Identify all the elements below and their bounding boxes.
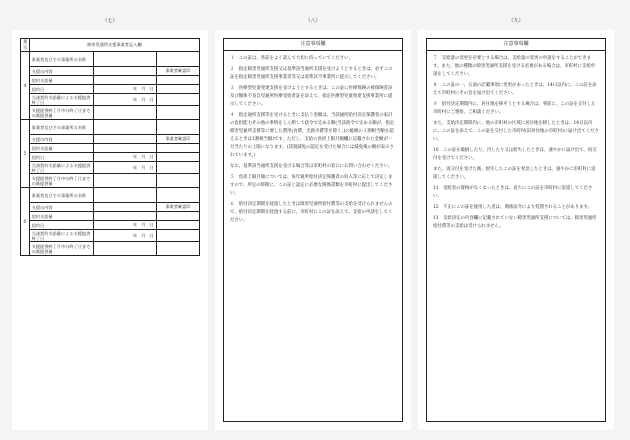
field-label-provider: 事業者及びその事業所の名称 — [29, 188, 94, 203]
register-row — [21, 221, 200, 230]
note-item: なお、基準該当通所支援を受ける場合等は市町村の窓口にお問い合わせください。 — [230, 164, 393, 169]
field-label-contract_date: 契約日 — [29, 85, 94, 94]
register-row — [21, 76, 200, 85]
register-row — [21, 162, 200, 174]
notes-page-2 — [418, 18, 614, 430]
note-item: ２ 指定障害児通所支援又は基準該当通所支援を受けようとするときは、必ずこの証を指定障害児通所支援事業者等又は基準該当事業所に提示してください。 — [230, 67, 393, 80]
confirm-stamp-cell[interactable] — [156, 120, 199, 135]
note-item: １ この証は、各前をよく読んで大切に持っていてください。 — [230, 56, 353, 61]
field-label-content: 支援の内容 — [29, 67, 94, 76]
field-label-content: 支援の内容 — [29, 203, 94, 212]
register-page — [12, 18, 208, 430]
notes-title: 注意事項欄 — [427, 39, 605, 51]
note-item: ６ 給付決定期間を経過したときは障害児通所給付費等の支給を受けられませんので、給付決定期間を経過する前に、市町村にこの証を添えて、支給の申請をしてください。 — [230, 202, 393, 223]
page-number: （八） — [305, 18, 321, 24]
register-title: 障害児通所支援事業者記入欄 — [29, 39, 199, 52]
date-field[interactable]: 年 月 日 — [94, 85, 157, 94]
field-value[interactable] — [94, 212, 157, 221]
field-label-remaining: 支援提供終了月中の終了日までの既提供量 — [29, 174, 94, 188]
register-row — [21, 52, 200, 67]
note-item: 12 不正にこの証を使用した者は、関係法令により処罰されることがあります。 — [433, 205, 592, 210]
register-row — [21, 230, 200, 242]
field-label-content: 支援の内容 — [29, 135, 94, 144]
register-row — [21, 144, 200, 153]
note-item: ５ 負担上限月額については、毎年通所給付決定保護者の収入等に応じて決定しますので、所定の時期に、この証と認定に必要な関係書類を市町村に提出してください。 — [230, 175, 393, 196]
note-item: また、再交付を受けた後、紛失したこの証を発見したときは、速やかに市町村に返還してください。 — [433, 167, 596, 180]
date-field[interactable]: 年 月 日 — [94, 94, 157, 106]
note-item: ３ 医療型児童発達支援を受けようとするときは、この証に医療保険の被保険者証及び額体不良自児通所医療受給者証を添えて、指定医療型児童発達支援事業所に提示してください。 — [230, 86, 393, 107]
register-row — [21, 203, 200, 212]
confirm-stamp-cell[interactable] — [156, 174, 199, 188]
register-row — [21, 212, 200, 221]
confirm-stamp-cell[interactable] — [156, 242, 199, 256]
confirm-stamp-label: 事業者確認印 — [156, 203, 199, 212]
confirm-stamp-cell[interactable] — [156, 230, 199, 242]
register-row — [21, 188, 200, 203]
field-value[interactable] — [94, 67, 157, 76]
register-row — [21, 106, 200, 120]
field-label-provider: 事業者及びその事業所の名称 — [29, 120, 94, 135]
notes-box — [223, 38, 403, 422]
notes-body — [427, 51, 605, 238]
field-label-amount: 契約支給量 — [29, 212, 94, 221]
confirm-stamp-cell[interactable] — [156, 94, 199, 106]
field-value[interactable] — [94, 76, 157, 85]
register-row — [21, 85, 200, 94]
page-number: （七） — [102, 18, 118, 24]
confirm-stamp-cell[interactable] — [156, 188, 199, 203]
note-item: ７ 支給量の変更を必要とする場合は、支給量の変更の申請をすることができます。また、他の種類の障害児通所支援を受ける必要がある場合は、市町村に支給申請をしてください。 — [433, 56, 596, 77]
note-item: ９ 給付決定期間内に、居住地を移そうとする場合は、事前に、この証を交付した市町村にご連絡、ご相談ください。 — [433, 102, 596, 115]
field-value[interactable] — [94, 52, 157, 67]
field-label-contract_change: 当該契約支給量による支援提供終了日 — [29, 230, 94, 242]
register-row — [21, 242, 200, 256]
field-label-amount: 契約支給量 — [29, 76, 94, 85]
page-number: （九） — [508, 18, 524, 24]
note-item: ８ この証の一、五面の記載事項に変更があったときは、14日以内に、この証を添えて市町村にその旨を届け出てください。 — [433, 83, 597, 96]
field-value[interactable] — [94, 174, 157, 188]
confirm-stamp-label: 事業者確認印 — [156, 135, 199, 144]
notes-title: 注意事項欄 — [224, 39, 402, 51]
confirm-stamp-cell[interactable] — [156, 162, 199, 174]
confirm-stamp-cell[interactable] — [156, 153, 199, 162]
note-item: ４ 指定通所支援等を受けるときに支払う金額は、当該通所給付決定保護者の家計の負担能力その他の事情をしん酌して政令で定める額(当該政令で定める額が、指定障害児通所支援等に要した費用(食費、光熱水費等を除く。)の総額の１割相当額を超えるときは1割相当額)です。ただし、支給の負担上限月額欄に記載された金額が一月当たりの上限になります。(該置減免の認定を受けた場合には減免後の額が表示されています。) — [230, 113, 395, 158]
date-field[interactable]: 年 月 日 — [94, 153, 157, 162]
confirm-stamp-cell[interactable] — [156, 144, 199, 153]
field-value[interactable] — [94, 135, 157, 144]
register-row — [21, 153, 200, 162]
block-number: 4 — [21, 52, 30, 120]
note-item: 10 この証を破損したり、汚したり又は紛失したときは、速やかに届け出て、再交付を受けてください。 — [433, 148, 597, 161]
field-label-contract_date: 契約日 — [29, 221, 94, 230]
field-label-provider: 事業者及びその事業所の名称 — [29, 52, 94, 67]
confirm-stamp-cell[interactable] — [156, 221, 199, 230]
notes-body — [224, 51, 402, 232]
date-field[interactable]: 年 月 日 — [94, 162, 157, 174]
field-value[interactable] — [94, 120, 157, 135]
field-label-contract_change: 当該契約支給量による支援提供終了日 — [29, 94, 94, 106]
note-item: 13 支給決定の内容欄に記載されていない障害児通所支援については、障害児通所給付費等の支給は受けられません。 — [433, 216, 597, 229]
field-value[interactable] — [94, 144, 157, 153]
field-value[interactable] — [94, 106, 157, 120]
confirm-stamp-cell[interactable] — [156, 52, 199, 67]
field-label-remaining: 支援提供終了月中の終了日までの既提供量 — [29, 106, 94, 120]
note-item: また、支給決定期間内に、他の市町村の区域に居住地を移したときは、14日以内に、この証を添えて、この証を交付した市町村(旧居住地の市町村)に届け出てください。 — [433, 121, 599, 142]
notes-box — [426, 38, 606, 422]
register-row — [21, 94, 200, 106]
block-number: 6 — [21, 188, 30, 256]
field-label-contract_date: 契約日 — [29, 153, 94, 162]
confirm-stamp-cell[interactable] — [156, 212, 199, 221]
confirm-stamp-cell[interactable] — [156, 106, 199, 120]
confirm-stamp-label: 事業者確認印 — [156, 67, 199, 76]
field-value[interactable] — [94, 188, 157, 203]
number-header: 番号 — [21, 39, 30, 52]
register-row — [21, 135, 200, 144]
field-label-amount: 契約支給量 — [29, 144, 94, 153]
date-field[interactable]: 年 月 日 — [94, 221, 157, 230]
notes-page-1 — [215, 18, 411, 430]
date-field[interactable]: 年 月 日 — [94, 230, 157, 242]
field-label-contract_change: 当該契約支給量による支援提供終了日 — [29, 162, 94, 174]
field-value[interactable] — [94, 203, 157, 212]
register-row — [21, 67, 200, 76]
confirm-stamp-cell[interactable] — [156, 76, 199, 85]
field-label-remaining: 支援提供終了月中の終了日までの既提供量 — [29, 242, 94, 256]
register-row — [21, 174, 200, 188]
block-number: 5 — [21, 120, 30, 188]
field-value[interactable] — [94, 242, 157, 256]
note-item: 11 受給者の資格がなくなったときは、直ちにこの証を市町村に返還してください。 — [433, 186, 593, 199]
register-row — [21, 120, 200, 135]
provider-register-table — [20, 38, 200, 256]
confirm-stamp-cell[interactable] — [156, 85, 199, 94]
